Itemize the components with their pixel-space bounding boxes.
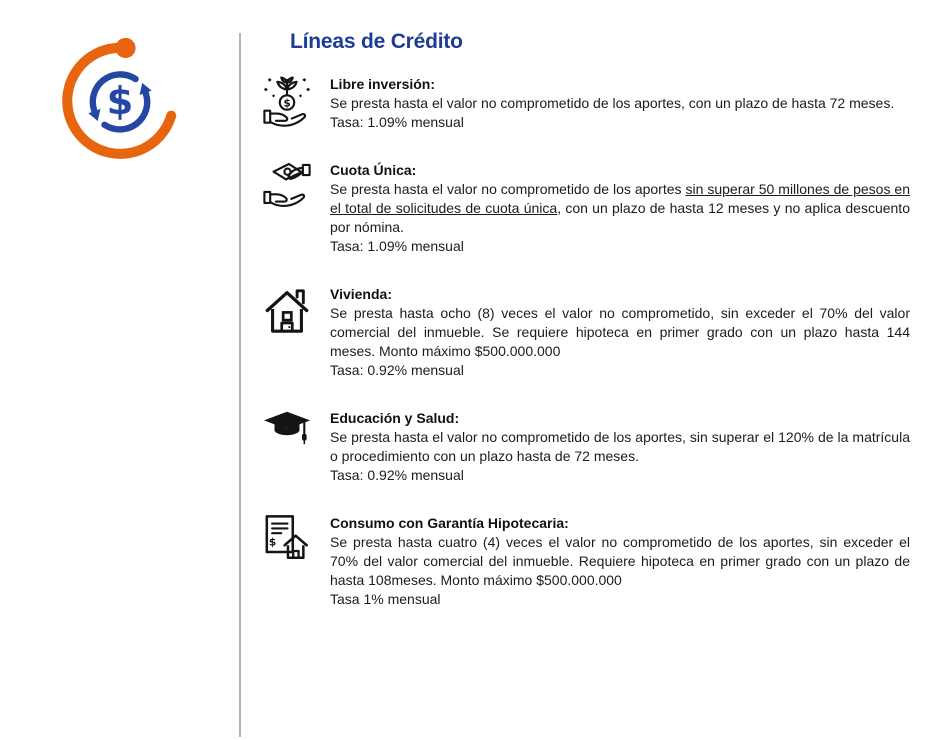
description-underlined-segment: sin superar 50 millones de pesos en el total de solicitudes de cuota única bbox=[330, 181, 910, 216]
credit-line-text bbox=[330, 161, 910, 256]
money-cycle-logo bbox=[56, 36, 184, 166]
credit-line-text bbox=[330, 409, 910, 485]
credit-line-title: Cuota Única: bbox=[330, 162, 417, 178]
hand-money-growth-icon bbox=[262, 74, 312, 130]
credit-line-item bbox=[262, 514, 910, 609]
description-segment: Se presta hasta el valor no comprometido de los aportes, sin superar el 120% de la matrícula o procedimiento con un plazo hasta de 72 meses. bbox=[330, 429, 910, 464]
page-title: Líneas de Crédito bbox=[290, 30, 463, 53]
hands-exchange-money-icon bbox=[262, 160, 312, 218]
description-segment: Se presta hasta el valor no comprometido de los aportes bbox=[330, 181, 686, 197]
credit-line-item bbox=[262, 409, 910, 485]
credit-line-description bbox=[330, 94, 910, 113]
credit-line-description bbox=[330, 428, 910, 466]
graduation-cap-icon bbox=[262, 408, 312, 452]
credit-line-rate: Tasa: 1.09% mensual bbox=[330, 238, 464, 254]
svg-text:$: $ bbox=[283, 97, 291, 110]
description-segment: Se presta hasta cuatro (4) veces el valor no comprometido de los aportes, sin exceder el 70% del valor comercial del inmueble. Requiere hipoteca en primer grado con un plazo de hasta 108meses. Monto máximo $500.000.000 bbox=[330, 534, 910, 588]
credit-line-text bbox=[330, 75, 910, 132]
credit-line-text bbox=[330, 514, 910, 609]
svg-text:$: $ bbox=[268, 536, 277, 549]
house-lock-icon bbox=[262, 284, 312, 336]
logo-dollar-sign: $ bbox=[106, 78, 134, 124]
credit-line-rate: Tasa: 0.92% mensual bbox=[330, 467, 464, 483]
description-segment: Se presta hasta ocho (8) veces el valor no comprometido, sin exceder el 70% del valor comercial del inmueble. Se requiere hipoteca en primer grado con un plazo hasta 144 meses. Monto máximo $500.000.000 bbox=[330, 305, 910, 359]
credit-line-title: Libre inversión: bbox=[330, 76, 436, 92]
credit-line-item bbox=[262, 285, 910, 380]
credit-line-title: Vivienda: bbox=[330, 286, 392, 302]
credit-line-description bbox=[330, 304, 910, 361]
credit-line-rate: Tasa 1% mensual bbox=[330, 591, 441, 607]
credit-line-rate: Tasa: 0.92% mensual bbox=[330, 362, 464, 378]
logo-orange-dot bbox=[115, 38, 135, 58]
credit-lines-list bbox=[262, 75, 910, 609]
description-segment: Se presta hasta el valor no comprometido de los aportes, con un plazo de hasta 72 meses. bbox=[330, 95, 895, 111]
vertical-divider bbox=[239, 33, 241, 737]
credit-lines-section bbox=[262, 30, 910, 609]
description-segment: , con un plazo de hasta 12 meses y no aplica descuento por nómina. bbox=[330, 200, 910, 235]
credit-line-item bbox=[262, 161, 910, 256]
credit-line-rate: Tasa: 1.09% mensual bbox=[330, 114, 464, 130]
credit-line-title: Educación y Salud: bbox=[330, 410, 460, 426]
credit-line-text bbox=[330, 285, 910, 380]
credit-line-item bbox=[262, 75, 910, 132]
credit-line-description bbox=[330, 533, 910, 590]
mortgage-document-house-icon bbox=[262, 513, 312, 565]
money-cycle-logo-graphic bbox=[56, 36, 184, 166]
credit-line-title: Consumo con Garantía Hipotecaria: bbox=[330, 515, 569, 531]
credit-line-description bbox=[330, 180, 910, 237]
